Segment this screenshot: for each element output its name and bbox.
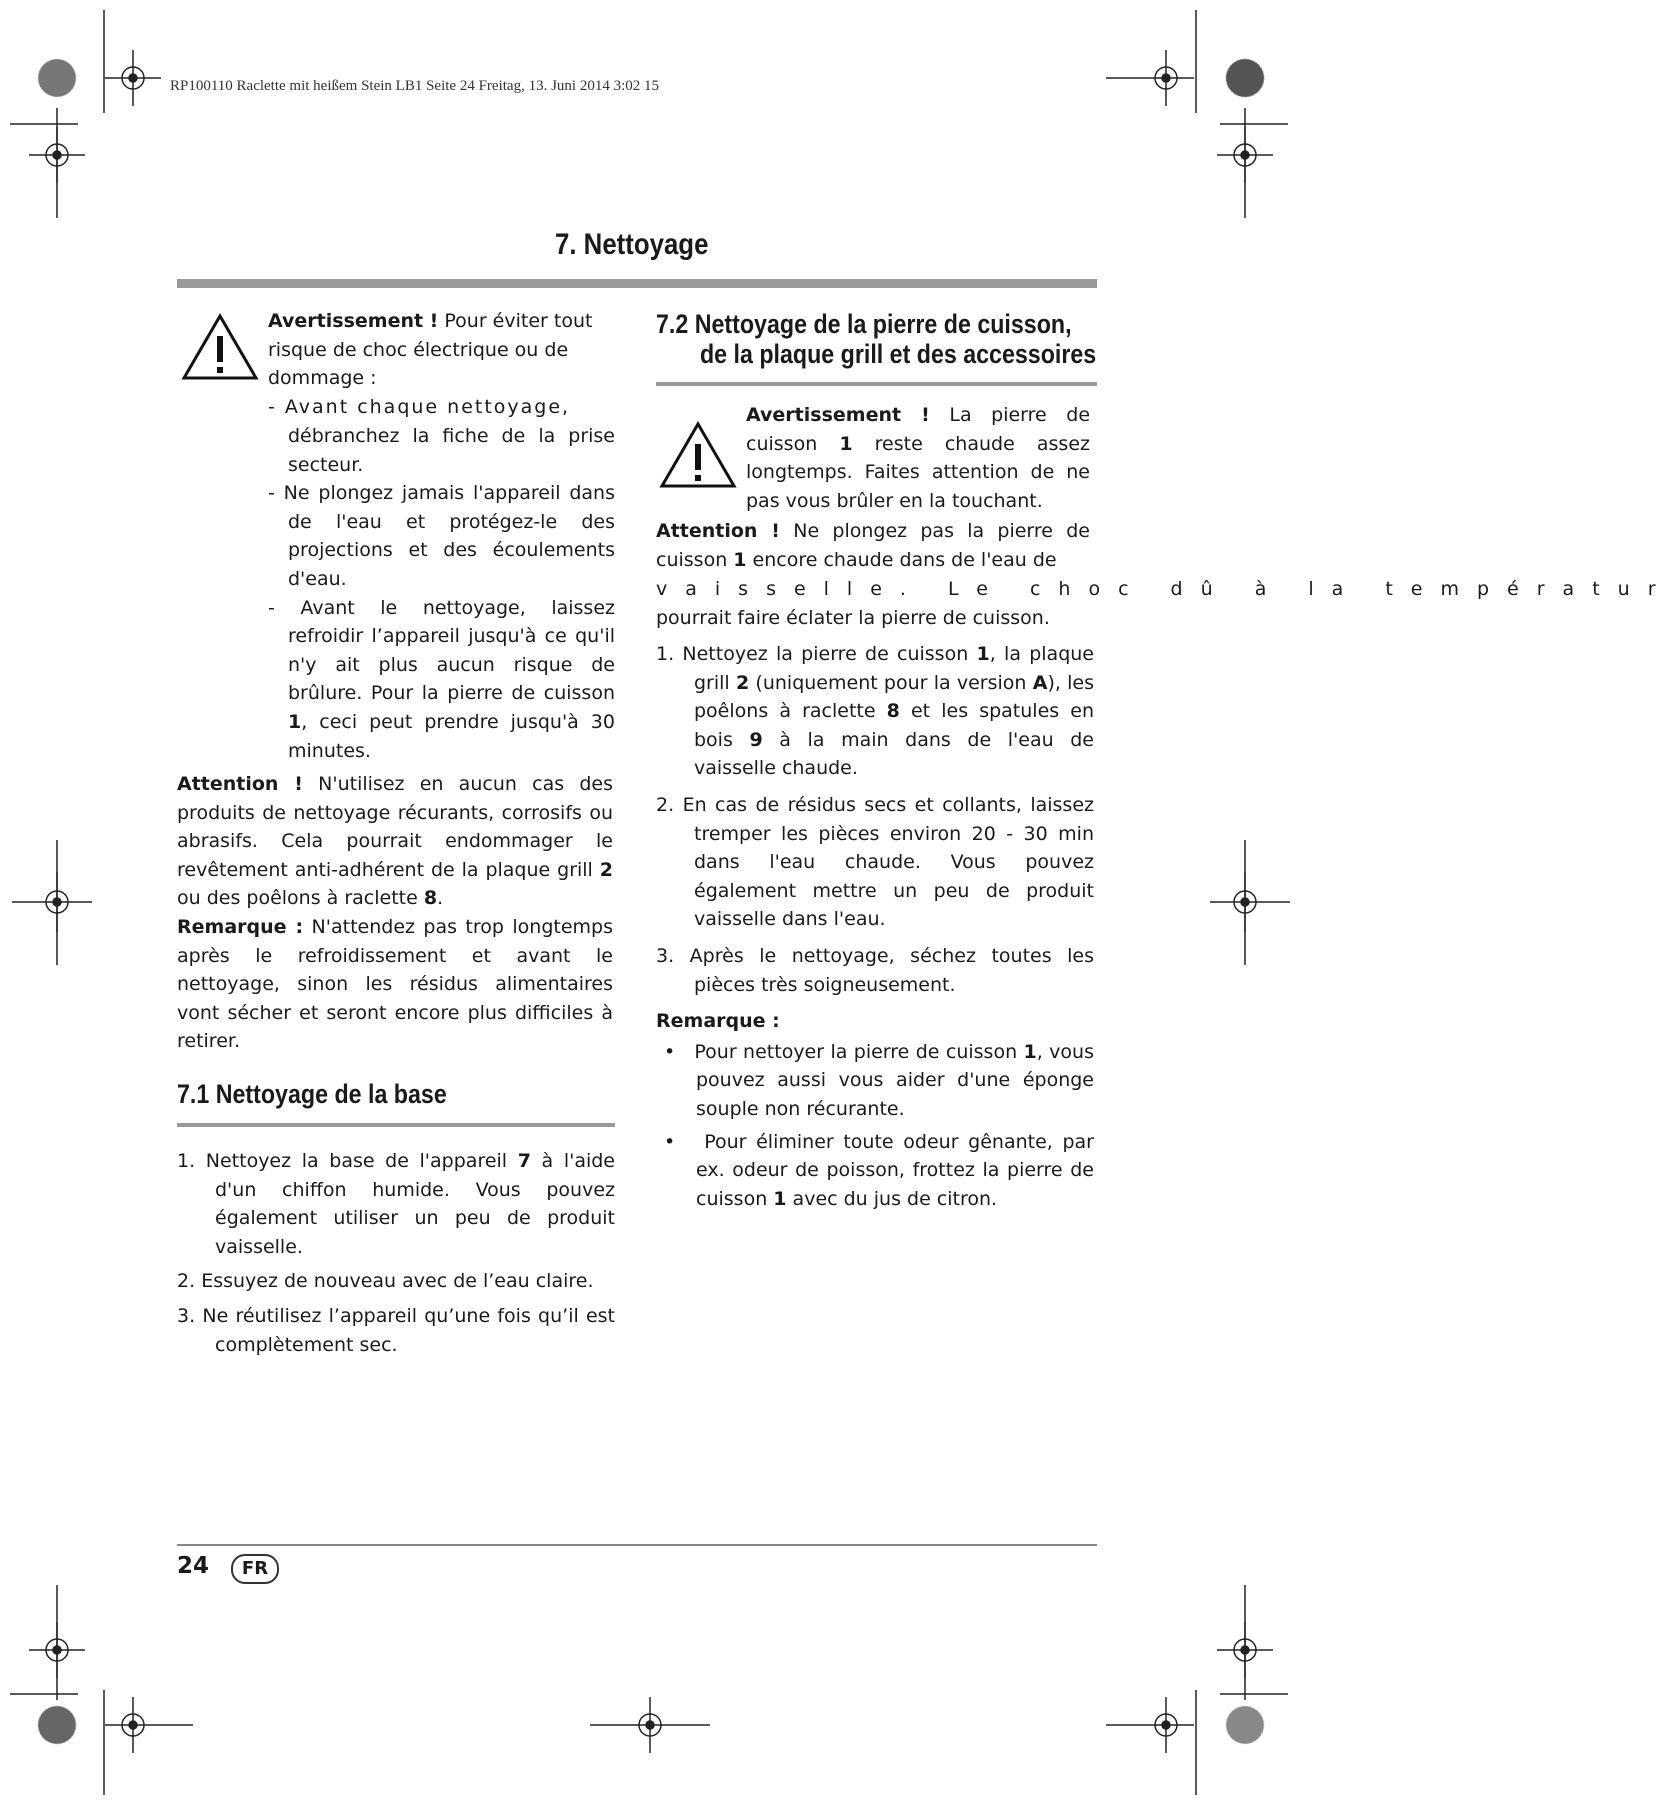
warning-icon <box>180 312 260 382</box>
bullet-dot: • <box>664 1130 676 1153</box>
right-step-1: 1. Nettoyez la pierre de cuisson 1, la plaque grill 2 (uniquement pour la version A), les poêlons à raclette 8 et les spatules en bois 9 à la main dans de l'eau de vaisselle chaude. <box>656 643 1094 780</box>
right-attention-label: Attention ! <box>656 520 780 542</box>
right-attention-overflow-line: vaisselle. Le choc dû à la températur <box>656 578 1674 600</box>
step-1: 1. Nettoyez la base de l'appareil 7 à l'aide d'un chiffon humide. Vous pouvez également utiliser un peu de produit vaisselle. <box>177 1150 615 1258</box>
bullet-dot: • <box>664 1040 676 1063</box>
right-attention-block: Attention ! Ne plongez pas la pierre de cuisson 1 encore chaude dans de l'eau de <box>656 520 1091 571</box>
step-2: 2. Essuyez de nouveau avec de l’eau claire. <box>177 1270 594 1293</box>
section-7-1-heading: 7.1 Nettoyage de la base <box>177 1079 447 1109</box>
section-7-2-rule <box>656 382 1097 386</box>
footer-rule <box>177 1544 1097 1546</box>
warning-label: Avertissement ! <box>268 310 439 332</box>
left-attention-block: Attention ! N'utilisez en aucun cas des produits de nettoyage récurants, corrosifs ou abrasifs. Cela pourrait endommager le revêtement anti-adhérent de la plaque grill 2 ou des poêlons à raclette 8. Remarque : N'attendez pas trop longtemps après le refroidissement et avant le nettoyage, sinon les résidus alimentaires vont sécher et seront encore plus difficiles à retirer. <box>177 773 613 1053</box>
language-badge: FR <box>231 1554 279 1584</box>
right-warning-label: Avertissement ! <box>746 404 930 426</box>
print-header: RP100110 Raclette mit heißem Stein LB1 Seite 24 Freitag, 13. Juni 2014 3:02 15 <box>170 78 659 94</box>
warning-item-1-line <box>268 393 643 422</box>
bullet-1: • Pour nettoyer la pierre de cuisson 1, vous pouvez aussi vous aider d'une éponge souple non récurante. <box>664 1040 1094 1120</box>
attention-label: Attention ! <box>177 773 303 795</box>
warning-items <box>268 422 615 765</box>
warning-item-2: - Ne plongez jamais l'appareil dans de l'eau et protégez-le des projections et des écoulements d'eau. <box>268 482 615 590</box>
page-number: 24 <box>177 1553 210 1579</box>
warning-item-1-b: débranchez la fiche de la prise secteur. <box>288 425 615 476</box>
right-step-3: 3. Après le nettoyage, séchez toutes les pièces très soigneusement. <box>656 944 1094 996</box>
right-step-2: 2. En cas de résidus secs et collants, laissez tremper les pièces environ 20 - 30 min dans l'eau chaude. Vous pouvez également mettre un peu de produit vaisselle dans l'eau. <box>656 793 1094 931</box>
warning-intro: Pour éviter tout risque de choc électrique ou de dommage : <box>268 310 593 390</box>
warning-icon-2 <box>658 420 738 490</box>
right-warning-block: Avertissement ! La pierre de cuisson 1 reste chaude assez longtemps. Faites attention de ne pas vous brûler en la touchant. <box>746 404 1091 512</box>
section-7-2-heading-line-2: de la plaque grill et des accessoires <box>700 339 1097 369</box>
title-divider <box>177 279 1097 288</box>
warning-item-3: - Avant le nettoyage, laissez refroidir l’appareil jusqu'à ce qu'il n'y ait plus aucun risque de brûlure. Pour la pierre de cuisson 1, ceci peut prendre jusqu'à 30 minutes. <box>268 596 615 762</box>
warning-item-1-a: - Avant chaque nettoyage, <box>268 396 571 418</box>
right-attention-end: pourrait faire éclater la pierre de cuisson. <box>656 607 1050 629</box>
step-3: 3. Ne réutilisez l’appareil qu’une fois qu’il est complètement sec. <box>177 1304 616 1356</box>
bullet-2: • Pour éliminer toute odeur gênante, par ex. odeur de poisson, frottez la pierre de cuisson 1 avec du jus de citron. <box>664 1130 1094 1210</box>
section-7-1-steps <box>177 1147 615 1359</box>
section-7-1-rule <box>177 1123 615 1127</box>
section-7-2-heading-line-1: 7.2 Nettoyage de la pierre de cuisson, <box>656 309 1072 339</box>
remarque-label: Remarque : <box>177 915 304 938</box>
right-remarque-label: Remarque : <box>656 1010 780 1033</box>
section-7-2-steps <box>656 640 1094 1213</box>
page-title: 7. Nettoyage <box>555 228 709 261</box>
left-warning-block <box>268 307 613 393</box>
